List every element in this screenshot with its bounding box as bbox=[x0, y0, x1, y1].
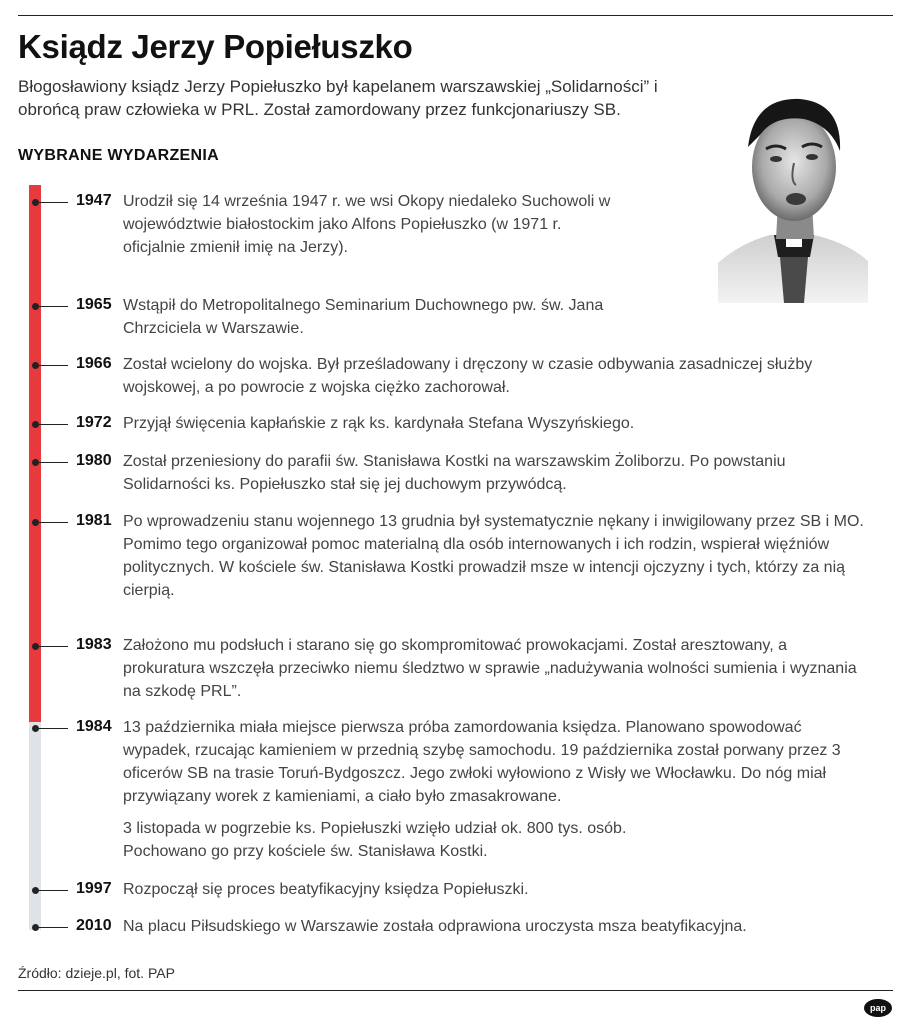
event-paragraph: 3 listopada w pogrzebie ks. Popiełuszki wzięło udział ok. 800 tys. osób. Pochowano go przy kościele św. Stanisława Kostki. bbox=[123, 820, 627, 860]
event-description bbox=[123, 716, 868, 863]
event-year: 2010 bbox=[76, 917, 112, 934]
bottom-rule bbox=[18, 990, 893, 991]
event-paragraph: Przyjął święcenia kapłańskie z rąk ks. kardynała Stefana Wyszyńskiego. bbox=[123, 415, 635, 432]
event-year: 1981 bbox=[76, 512, 112, 529]
event-description bbox=[123, 450, 828, 496]
timeline-marker-line bbox=[36, 927, 68, 928]
timeline-highlight-bar bbox=[29, 185, 41, 722]
event-description bbox=[123, 915, 883, 938]
event-paragraph: Został przeniesiony do parafii św. Stanisława Kostki na warszawskim Żoliborzu. Po powstaniu Solidarności ks. Popiełuszko stał się jej duchowym przywódcą. bbox=[123, 453, 786, 493]
event-paragraph: Został wcielony do wojska. Był prześladowany i dręczony w czasie odbywania zasadniczej służby wojskowej, a po powrocie z wojska ciężko zachorował. bbox=[123, 356, 813, 396]
event-year: 1997 bbox=[76, 880, 112, 897]
timeline-marker-line bbox=[36, 728, 68, 729]
lead-paragraph: Błogosławiony ksiądz Jerzy Popiełuszko był kapelanem warszawskiej „Solidarności” i obrońcą praw człowieka w PRL. Został zamordowany przez funkcjonariuszy SB. bbox=[18, 77, 658, 119]
event-description bbox=[123, 634, 858, 703]
pap-logo-text: pap bbox=[869, 1003, 887, 1013]
event-description bbox=[123, 510, 893, 602]
timeline-marker-line bbox=[36, 462, 68, 463]
event-paragraph: Urodził się 14 września 1947 r. we wsi Okopy niedaleko Suchowoli w województwie białostockim jako Alfons Popiełuszko (w 1971 r. oficjalnie zmienił imię na Jerzy). bbox=[123, 193, 611, 256]
timeline-marker-line bbox=[36, 890, 68, 891]
event-year: 1966 bbox=[76, 355, 112, 372]
timeline-marker-line bbox=[36, 424, 68, 425]
event-paragraph: Założono mu podsłuch i starano się go skompromitować prowokacjami. Został aresztowany, a prokuratura wszczęła przeciwko niemu śledztwo w sprawie „nadużywania wolności sumienia i wyznania na szkodę PRL”. bbox=[123, 637, 857, 700]
pap-logo bbox=[863, 998, 893, 1018]
section-heading: WYBRANE WYDARZENIA bbox=[18, 147, 219, 164]
event-description bbox=[123, 294, 633, 340]
event-year: 1965 bbox=[76, 296, 112, 313]
event-year: 1983 bbox=[76, 636, 112, 653]
timeline-marker-line bbox=[36, 306, 68, 307]
timeline-marker-line bbox=[36, 522, 68, 523]
timeline-marker-line bbox=[36, 646, 68, 647]
event-paragraph: Wstąpił do Metropolitalnego Seminarium Duchownego pw. św. Jana Chrzciciela w Warszawie. bbox=[123, 297, 604, 337]
event-paragraph: Na placu Piłsudskiego w Warszawie została odprawiona uroczysta msza beatyfikacyjna. bbox=[123, 918, 747, 935]
event-description bbox=[123, 412, 883, 435]
event-description bbox=[123, 353, 868, 399]
event-year: 1984 bbox=[76, 718, 112, 735]
portrait-photo bbox=[718, 85, 868, 303]
event-year: 1947 bbox=[76, 192, 112, 209]
event-paragraph: Po wprowadzeniu stanu wojennego 13 grudnia był systematycznie nękany i inwigilowany przez SB i MO. Pomimo tego organizował pomoc materialną dla osób internowanych i ich rodzin, wspierał więźniów politycznych. W kościele św. Stanisława Kostki prowadził msze w intencji ojczyzny i tych, którzy za nią cierpią. bbox=[123, 513, 864, 599]
event-description bbox=[123, 878, 883, 901]
timeline-marker-line bbox=[36, 365, 68, 366]
timeline-marker-line bbox=[36, 202, 68, 203]
event-year: 1980 bbox=[76, 452, 112, 469]
event-paragraph: 13 października miała miejsce pierwsza próba zamordowania księdza. Planowano spowodować wypadek, rzucając kamieniem w przednią szybę samochodu. 19 października został porwany przez 3 oficerów SB na trasie Toruń-Bydgoszcz. Jego zwłoki wyłowiono z Wisły we Włocławku. Do nóg miał przywiązany worek z kamieniami, a ciało było zmasakrowane. bbox=[123, 719, 841, 805]
event-description bbox=[123, 190, 618, 259]
source-note: Źródło: dzieje.pl, fot. PAP bbox=[18, 965, 175, 981]
event-year: 1972 bbox=[76, 414, 112, 431]
page-title: Ksiądz Jerzy Popiełuszko bbox=[18, 28, 413, 65]
event-paragraph: Rozpoczął się proces beatyfikacyjny księdza Popiełuszki. bbox=[123, 881, 529, 898]
top-rule bbox=[18, 15, 893, 16]
